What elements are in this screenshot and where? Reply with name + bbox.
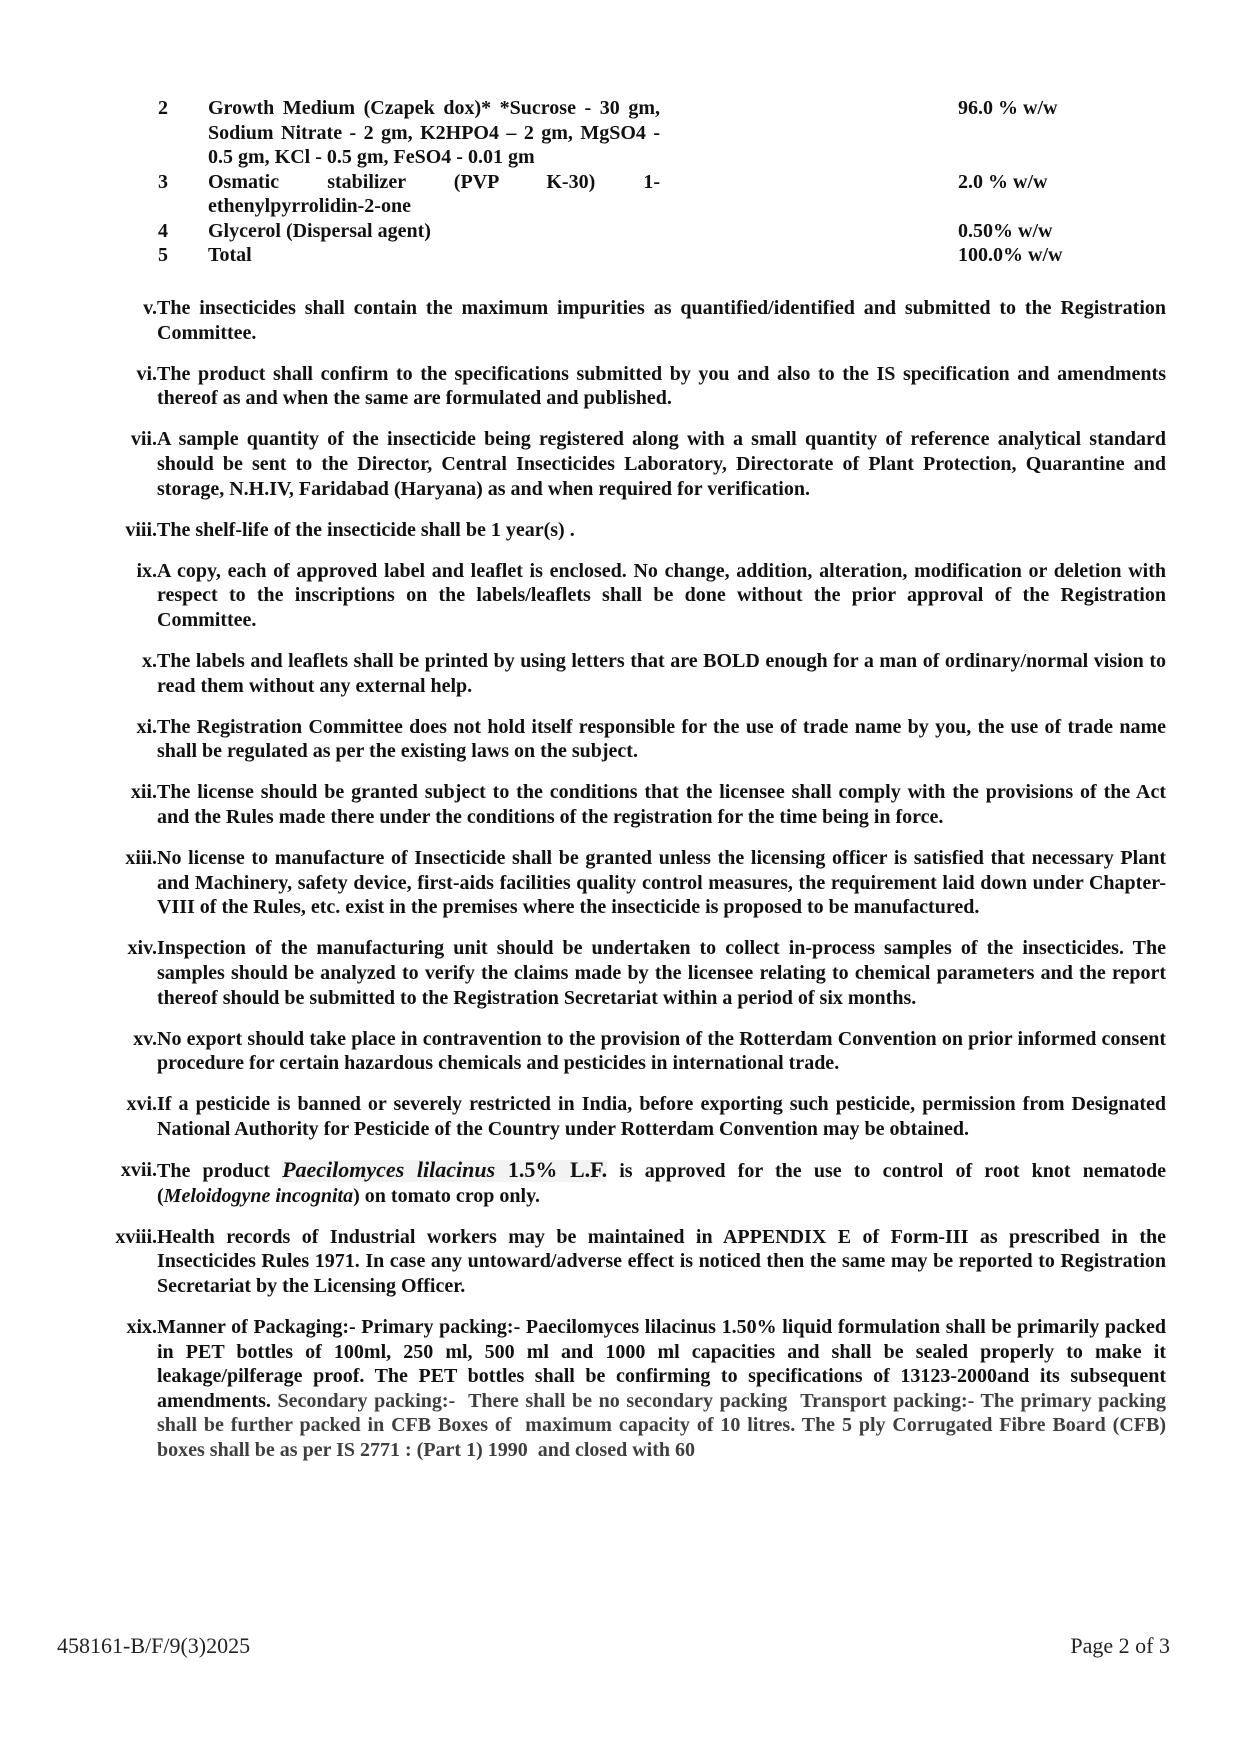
condition-number: viii. [125, 518, 157, 541]
condition-number: xvi. [126, 1093, 157, 1116]
page-number: Page 2 of 3 [1070, 1633, 1170, 1658]
condition-item-product-approval [100, 1158, 1166, 1208]
condition-text: The Registration Committee does not hold itself responsible for the use of trade name by you, the use of trade name shall be regulated as per the existing laws on the subject. [157, 715, 1166, 763]
condition-text [157, 1158, 1166, 1208]
condition-text: The labels and leaflets shall be printed by using letters that are BOLD enough for a man of ordinary/normal vision to read them without any external help. [157, 650, 1166, 697]
condition-number: ix. [136, 559, 157, 582]
document-reference: 458161-B/F/9(3)2025 [57, 1633, 251, 1658]
condition-item [100, 518, 1166, 543]
condition-item [100, 362, 1166, 411]
row-description: Total [208, 244, 252, 266]
condition-item [100, 1027, 1166, 1076]
composition-row [150, 243, 1110, 268]
composition-row [150, 96, 1110, 170]
row-description-line: ethenylpyrrolidin-2-one [208, 195, 411, 217]
row-number: 5 [158, 244, 168, 266]
condition-text: A copy, each of approved label and leaflet is enclosed. No change, addition, alteration, modification or deletion with respect to the inscriptions on the labels/leaflets shall be done without the prior approval of the Registration Committee. [157, 559, 1166, 631]
condition-text: If a pesticide is banned or severely restricted in India, before exporting such pesticide, permission from Designated National Authority for Pesticide of the Country under Rotterdam Convention may be obtained. [157, 1093, 1166, 1140]
condition-item [100, 559, 1166, 633]
condition-item [100, 1225, 1166, 1299]
target-pest: Meloidogyne incognita [163, 1184, 354, 1207]
row-number: 2 [158, 97, 168, 119]
composition-table [150, 96, 1110, 268]
condition-item [100, 715, 1166, 764]
row-value: 2.0 % w/w [958, 170, 1048, 193]
row-description [208, 170, 660, 219]
condition-number: xiv. [127, 937, 157, 960]
product-strength: 1.5% L.F. [495, 1157, 608, 1183]
condition-item-packaging [100, 1315, 1166, 1463]
condition-text: No export should take place in contravention to the provision of the Rotterdam Convention on prior informed consent procedure for certain hazardous chemicals and pesticides in international trade. [157, 1027, 1166, 1075]
condition-number: xi. [136, 715, 157, 738]
condition-item [100, 780, 1166, 829]
condition-text-suffix: ) on tomato crop only. [353, 1184, 540, 1207]
row-description: Growth Medium (Czapek dox)* *Sucrose - 30 gm, Sodium Nitrate - 2 gm, K2HPO4 – 2 gm, MgSO4 - 0.5 gm, KCl - 0.5 gm, FeSO4 - 0.01 gm [208, 97, 660, 168]
condition-number: xii. [130, 781, 157, 804]
product-name-highlight [282, 1157, 608, 1183]
condition-text-middle: is approved for the use to control of root knot nematode ( [157, 1160, 1167, 1207]
condition-text: Inspection of the manufacturing unit should be undertaken to collect in-process samples of the insecticides. The samples should be analyzed to verify the claims made by the licensee relating to chemical parameters and the report thereof should be submitted to the Registration Secretariat within a period of six months. [157, 937, 1166, 1009]
composition-row [150, 170, 1110, 219]
condition-number: vi. [136, 362, 157, 385]
secondary-transport-packing-text: Secondary packing:- There shall be no secondary packing Transport packing:- The primary packing shall be further packed in CFB Boxes of maximum capacity of 10 litres. The 5 ply Corrugated Fibre Board (CFB) boxes shall be as per IS 2771 : (Part 1) 1990 and closed with 60 [157, 1389, 1166, 1461]
product-name: Paecilomyces lilacinus [282, 1157, 496, 1183]
composition-row [150, 219, 1110, 244]
condition-item [100, 846, 1166, 920]
row-number: 3 [158, 170, 168, 193]
condition-number: xv. [133, 1027, 157, 1050]
primary-packing-text: Manner of Packaging:- Primary packing:- Paecilomyces lilacinus 1.50% liquid formulation shall be primarily packed in PET bottles of 100ml, 250 ml, 500 ml and 1000 ml capacities and shall be sealed properly to make it leakage/pilferage proof. The PET bottles shall be confirming to specifications of 13123-2000and its subsequent amendments. [157, 1316, 1166, 1412]
condition-number: xvii. [120, 1159, 157, 1182]
row-value: 0.50% w/w [958, 219, 1053, 242]
condition-number: xiii. [125, 847, 157, 870]
condition-item [100, 296, 1166, 345]
condition-text: The product shall confirm to the specifications submitted by you and also to the IS specification and amendments thereof as and when the same are formulated and published. [157, 362, 1166, 410]
condition-number: x. [142, 650, 157, 673]
condition-number: v. [143, 297, 157, 319]
row-value: 96.0 % w/w [958, 97, 1058, 119]
condition-text: The insecticides shall contain the maximum impurities as quantified/identified and submitted to the Registration Committee. [157, 297, 1166, 344]
row-description: Glycerol (Dispersal agent) [208, 219, 431, 242]
row-value: 100.0% w/w [958, 244, 1063, 266]
condition-item [100, 936, 1166, 1010]
condition-text: A sample quantity of the insecticide being registered along with a small quantity of reference analytical standard should be sent to the Director, Central Insecticides Laboratory, Directorate of Plant Protection, Quarantine and storage, N.H.IV, Faridabad (Haryana) as and when required for verification. [157, 428, 1166, 500]
condition-text: Health records of Industrial workers may be maintained in APPENDIX E of Form-III as prescribed in the Insecticides Rules 1971. In case any untoward/adverse effect is noticed then the same may be reported to Registration Secretariat by the Licensing Officer. [157, 1225, 1166, 1297]
conditions-list [100, 296, 1166, 1479]
condition-item [100, 649, 1166, 698]
condition-text: The shelf-life of the insecticide shall be 1 year(s) . [157, 518, 575, 541]
condition-number: xix. [126, 1316, 157, 1338]
condition-number: vii. [130, 428, 157, 451]
condition-item [100, 427, 1166, 501]
condition-number: xviii. [115, 1225, 157, 1248]
row-description-line: Osmatic stabilizer (PVP K-30) 1- [208, 170, 660, 193]
condition-text-prefix: The product [157, 1160, 283, 1183]
condition-text: The license should be granted subject to the conditions that the licensee shall comply with the provisions of the Act and the Rules made there under the conditions of the registration for the time being in force. [157, 781, 1166, 828]
condition-text [157, 1315, 1166, 1463]
condition-text: No license to manufacture of Insecticide shall be granted unless the licensing officer is satisfied that necessary Plant and Machinery, safety device, first-aids facilities quality control measures, the requirement laid down under Chapter-VIII of the Rules, etc. exist in the premises where the insecticide is proposed to be manufactured. [157, 847, 1166, 919]
row-number: 4 [158, 219, 168, 242]
condition-item [100, 1092, 1166, 1141]
